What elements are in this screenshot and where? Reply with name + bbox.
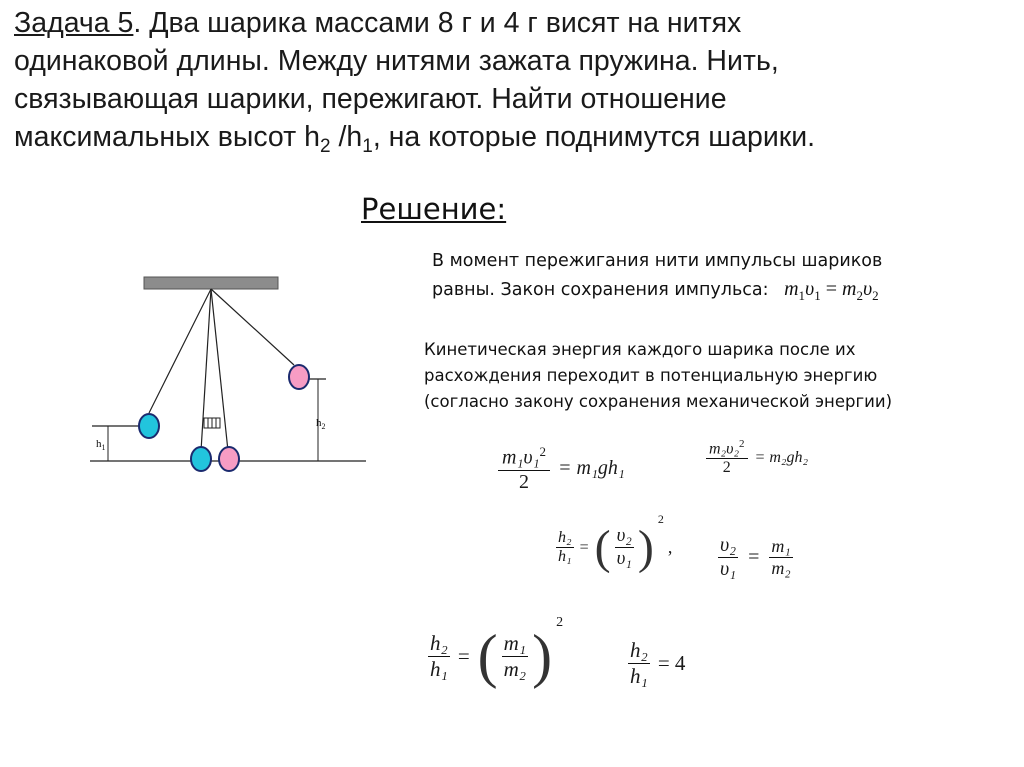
energy-line-3: (согласно закону сохранения механической энергии) — [424, 392, 893, 411]
ratio-h-rhs-den: m₂ — [503, 657, 527, 681]
task-line-4 — [14, 118, 1014, 156]
thread-left — [149, 289, 211, 413]
task-line-4-part-c: , на которые поднимутся шарики. — [372, 121, 816, 153]
task-line-3: связывающая шарики, пережигают. Найти отношение — [14, 83, 727, 115]
task-line-4-part-a: максимальных высот h — [14, 121, 320, 153]
energy2-power: 2 — [739, 438, 745, 450]
momentum-v2: υ — [862, 278, 873, 300]
answer-num: h₂ — [630, 638, 648, 662]
ratio-v-comma: , — [667, 537, 673, 557]
energy1-power: 2 — [539, 444, 547, 459]
ratio-h-lhs-den: h₁ — [430, 657, 448, 681]
solution-title: Решение: — [361, 192, 507, 226]
ratio-velocity-formula: $\frac{\text{h₂}}{\text{h₁}}$ = ( $\frac{\text{υ₂}}{\text{υ₁}}$ ) $^2$ , — [558, 511, 673, 574]
task-sub-1: 1 — [362, 136, 373, 157]
answer-den: h₁ — [630, 664, 648, 688]
ratio-h-power: 2 — [556, 614, 564, 630]
answer-formula — [628, 638, 685, 689]
ratio-v-rhs-num: υ₂ — [616, 525, 632, 546]
ball-right-rest — [219, 447, 239, 471]
ratio-m-lhs-num: υ₂ — [720, 534, 737, 556]
ratio-m-eq: = — [748, 546, 760, 568]
momentum-m2-sub: 2 — [856, 288, 863, 303]
ratio-h-rhs-num: m₁ — [503, 631, 527, 655]
ratio-m-rhs-den: m₂ — [771, 558, 791, 578]
ball-right-raised — [289, 365, 309, 389]
answer-rhs: = 4 — [657, 651, 686, 675]
energy-line-2: расхождения переходит в потенциальную энергию — [424, 366, 878, 385]
momentum-v1-sub: 1 — [814, 288, 821, 303]
task-sub-2: 2 — [319, 136, 331, 157]
task-line-2: одинаковой длины. Между нитями зажата пружина. Нить, — [14, 45, 779, 77]
momentum-line-1: В момент пережигания нити импульсы шариков — [432, 251, 883, 271]
ratio-height-formula: $\frac{\text{h₂}}{\text{h₁}}$ = ( $\frac{\text{m₁}}{\text{m₂}}$ ) $^2$ — [430, 614, 564, 689]
energy1-numerator: m₁υ₁ — [502, 446, 540, 469]
energy2-numerator: m₂υ₂ — [709, 440, 740, 458]
ball-left-rest — [191, 447, 211, 471]
momentum-eq: = — [825, 278, 837, 300]
momentum-v1: υ — [805, 278, 815, 300]
ratio-v-lhs-den: h₁ — [558, 548, 572, 565]
ratio-m-rhs-num: m₁ — [771, 536, 791, 556]
energy-text — [424, 337, 984, 415]
momentum-m1: m — [784, 278, 799, 300]
ceiling-bar — [144, 277, 278, 289]
energy2-denominator: 2 — [722, 459, 731, 477]
pendulum-diagram — [80, 265, 380, 480]
momentum-m2: m — [842, 278, 857, 300]
momentum-line-2-text: равны. Закон сохранения импульса: — [432, 280, 769, 300]
energy1-denominator: 2 — [519, 470, 530, 493]
energy1-rhs: = m₁gh₁ — [558, 457, 625, 480]
task-line-4-part-b: /h — [330, 121, 363, 153]
ratio-h-eq: = — [457, 644, 470, 668]
ratio-v-lhs-num: h₂ — [558, 529, 572, 546]
ratio-m-lhs-den: υ₁ — [720, 558, 737, 580]
ratio-v-rhs-den: υ₁ — [616, 548, 632, 569]
h2-label: $h_2$ — [316, 417, 326, 431]
momentum-v2-sub: 2 — [872, 288, 879, 303]
energy-line-1: Кинетическая энергия каждого шарика после их — [424, 340, 856, 359]
task-line-1-text: . Два шарика массами 8 г и 4 г висят на нитях — [133, 7, 742, 39]
h1-label: $h_1$ — [96, 438, 106, 452]
ratio-v-power: 2 — [657, 511, 664, 526]
momentum-line-2 — [432, 275, 992, 310]
ratio-mass-velocity-formula — [718, 534, 793, 581]
energy-formula-1 — [498, 444, 625, 494]
momentum-m1-sub: 1 — [798, 288, 806, 303]
ratio-h-lhs-num: h₂ — [430, 631, 448, 655]
task-label: Задача 5 — [14, 7, 134, 39]
momentum-formula — [784, 278, 879, 303]
spring — [204, 418, 220, 428]
ball-left-raised — [139, 414, 159, 438]
task-line-1 — [14, 4, 1014, 42]
momentum-text — [432, 247, 992, 310]
energy-formula-2 — [706, 438, 808, 477]
thread-right — [211, 289, 294, 365]
task-statement — [14, 4, 1014, 156]
energy2-rhs: = m₂gh₂ — [754, 448, 809, 466]
